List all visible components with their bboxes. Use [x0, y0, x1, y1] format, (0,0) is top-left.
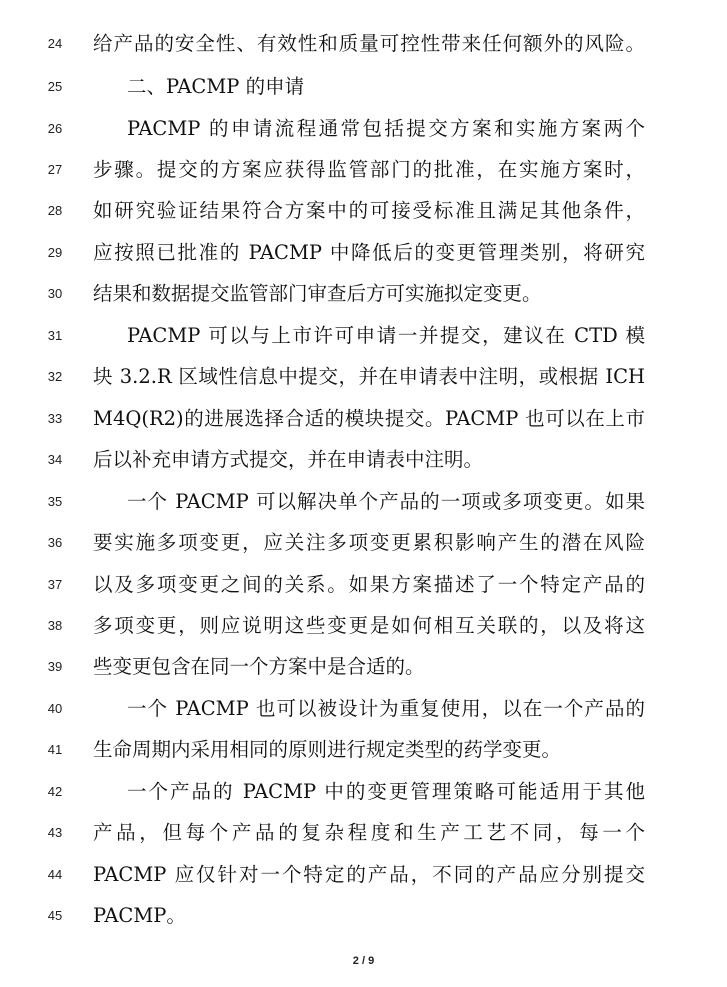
line-number: 34 — [47, 452, 63, 467]
text-line — [0, 114, 727, 144]
line-text: 应按照已批准的 PACMP 中降低后的变更管理类别，将研究 — [93, 241, 645, 264]
text-line — [0, 362, 727, 392]
line-number: 43 — [47, 825, 63, 840]
line-text: 步骤。提交的方案应获得监管部门的批准，在实施方案时， — [93, 158, 645, 181]
text-line — [0, 818, 727, 848]
line-text: PACMP 的申请流程通常包括提交方案和实施方案两个 — [127, 117, 645, 140]
line-number: 45 — [47, 908, 63, 923]
line-number: 27 — [47, 162, 63, 177]
text-line — [0, 611, 727, 641]
line-text: 一个 PACMP 可以解决单个产品的一项或多项变更。如果 — [127, 490, 645, 513]
text-line — [0, 735, 727, 765]
line-text: 要实施多项变更，应关注多项变更累积影响产生的潜在风险 — [93, 531, 645, 554]
text-line — [0, 901, 727, 931]
line-number: 35 — [47, 494, 63, 509]
line-number: 30 — [47, 286, 63, 301]
line-number: 42 — [47, 784, 63, 799]
line-number: 39 — [47, 659, 63, 674]
line-text: 一个 PACMP 也可以被设计为重复使用，以在一个产品的 — [127, 697, 645, 720]
line-number: 32 — [47, 369, 63, 384]
line-text: 如研究验证结果符合方案中的可接受标准且满足其他条件， — [93, 199, 645, 222]
line-text: 后以补充申请方式提交，并在申请表中注明。 — [93, 448, 484, 471]
line-number: 37 — [47, 577, 63, 592]
line-number: 25 — [47, 79, 63, 94]
line-text: PACMP 应仅针对一个特定的产品，不同的产品应分别提交 — [93, 863, 645, 886]
line-number: 41 — [47, 742, 63, 757]
line-text: 给产品的安全性、有效性和质量可控性带来任何额外的风险。 — [93, 32, 645, 55]
line-text: M4Q(R2)的进展选择合适的模块提交。PACMP 也可以在上市 — [93, 407, 645, 430]
line-text: 生命周期内采用相同的原则进行规定类型的药学变更。 — [93, 738, 562, 761]
text-line — [0, 404, 727, 434]
line-number: 40 — [47, 701, 63, 716]
section-heading-line — [0, 72, 727, 102]
text-line — [0, 238, 727, 268]
line-number: 38 — [47, 618, 63, 633]
text-line — [0, 29, 727, 59]
line-text: 结果和数据提交监管部门审查后方可实施拟定变更。 — [93, 282, 542, 305]
line-number: 31 — [47, 328, 63, 343]
line-number: 36 — [47, 535, 63, 550]
line-text: 些变更包含在同一个方案中是合适的。 — [93, 655, 425, 678]
text-line — [0, 155, 727, 185]
line-text: 产品，但每个产品的复杂程度和生产工艺不同，每一个 — [93, 821, 645, 844]
text-line — [0, 528, 727, 558]
text-line — [0, 487, 727, 517]
page-indicator: 2 / 9 — [352, 955, 375, 967]
section-heading: 二、PACMP 的申请 — [127, 75, 305, 98]
text-line — [0, 694, 727, 724]
text-line — [0, 445, 727, 475]
text-line — [0, 860, 727, 890]
line-number: 28 — [47, 203, 63, 218]
text-line — [0, 321, 727, 351]
line-text: PACMP 可以与上市许可申请一并提交，建议在 CTD 模 — [127, 324, 645, 347]
text-line — [0, 652, 727, 682]
text-line — [0, 196, 727, 226]
line-text: PACMP。 — [93, 904, 186, 927]
text-line — [0, 777, 727, 807]
line-number: 44 — [47, 867, 63, 882]
line-text: 一个产品的 PACMP 中的变更管理策略可能适用于其他 — [127, 780, 645, 803]
line-number: 26 — [47, 121, 63, 136]
line-text: 以及多项变更之间的关系。如果方案描述了一个特定产品的 — [93, 573, 645, 596]
line-number: 24 — [47, 36, 63, 51]
line-number: 33 — [47, 411, 63, 426]
line-text: 多项变更，则应说明这些变更是如何相互关联的，以及将这 — [93, 614, 645, 637]
line-number: 29 — [47, 245, 63, 260]
line-text: 块 3.2.R 区域性信息中提交，并在申请表中注明，或根据 ICH — [93, 365, 645, 388]
text-line — [0, 279, 727, 309]
text-line — [0, 570, 727, 600]
